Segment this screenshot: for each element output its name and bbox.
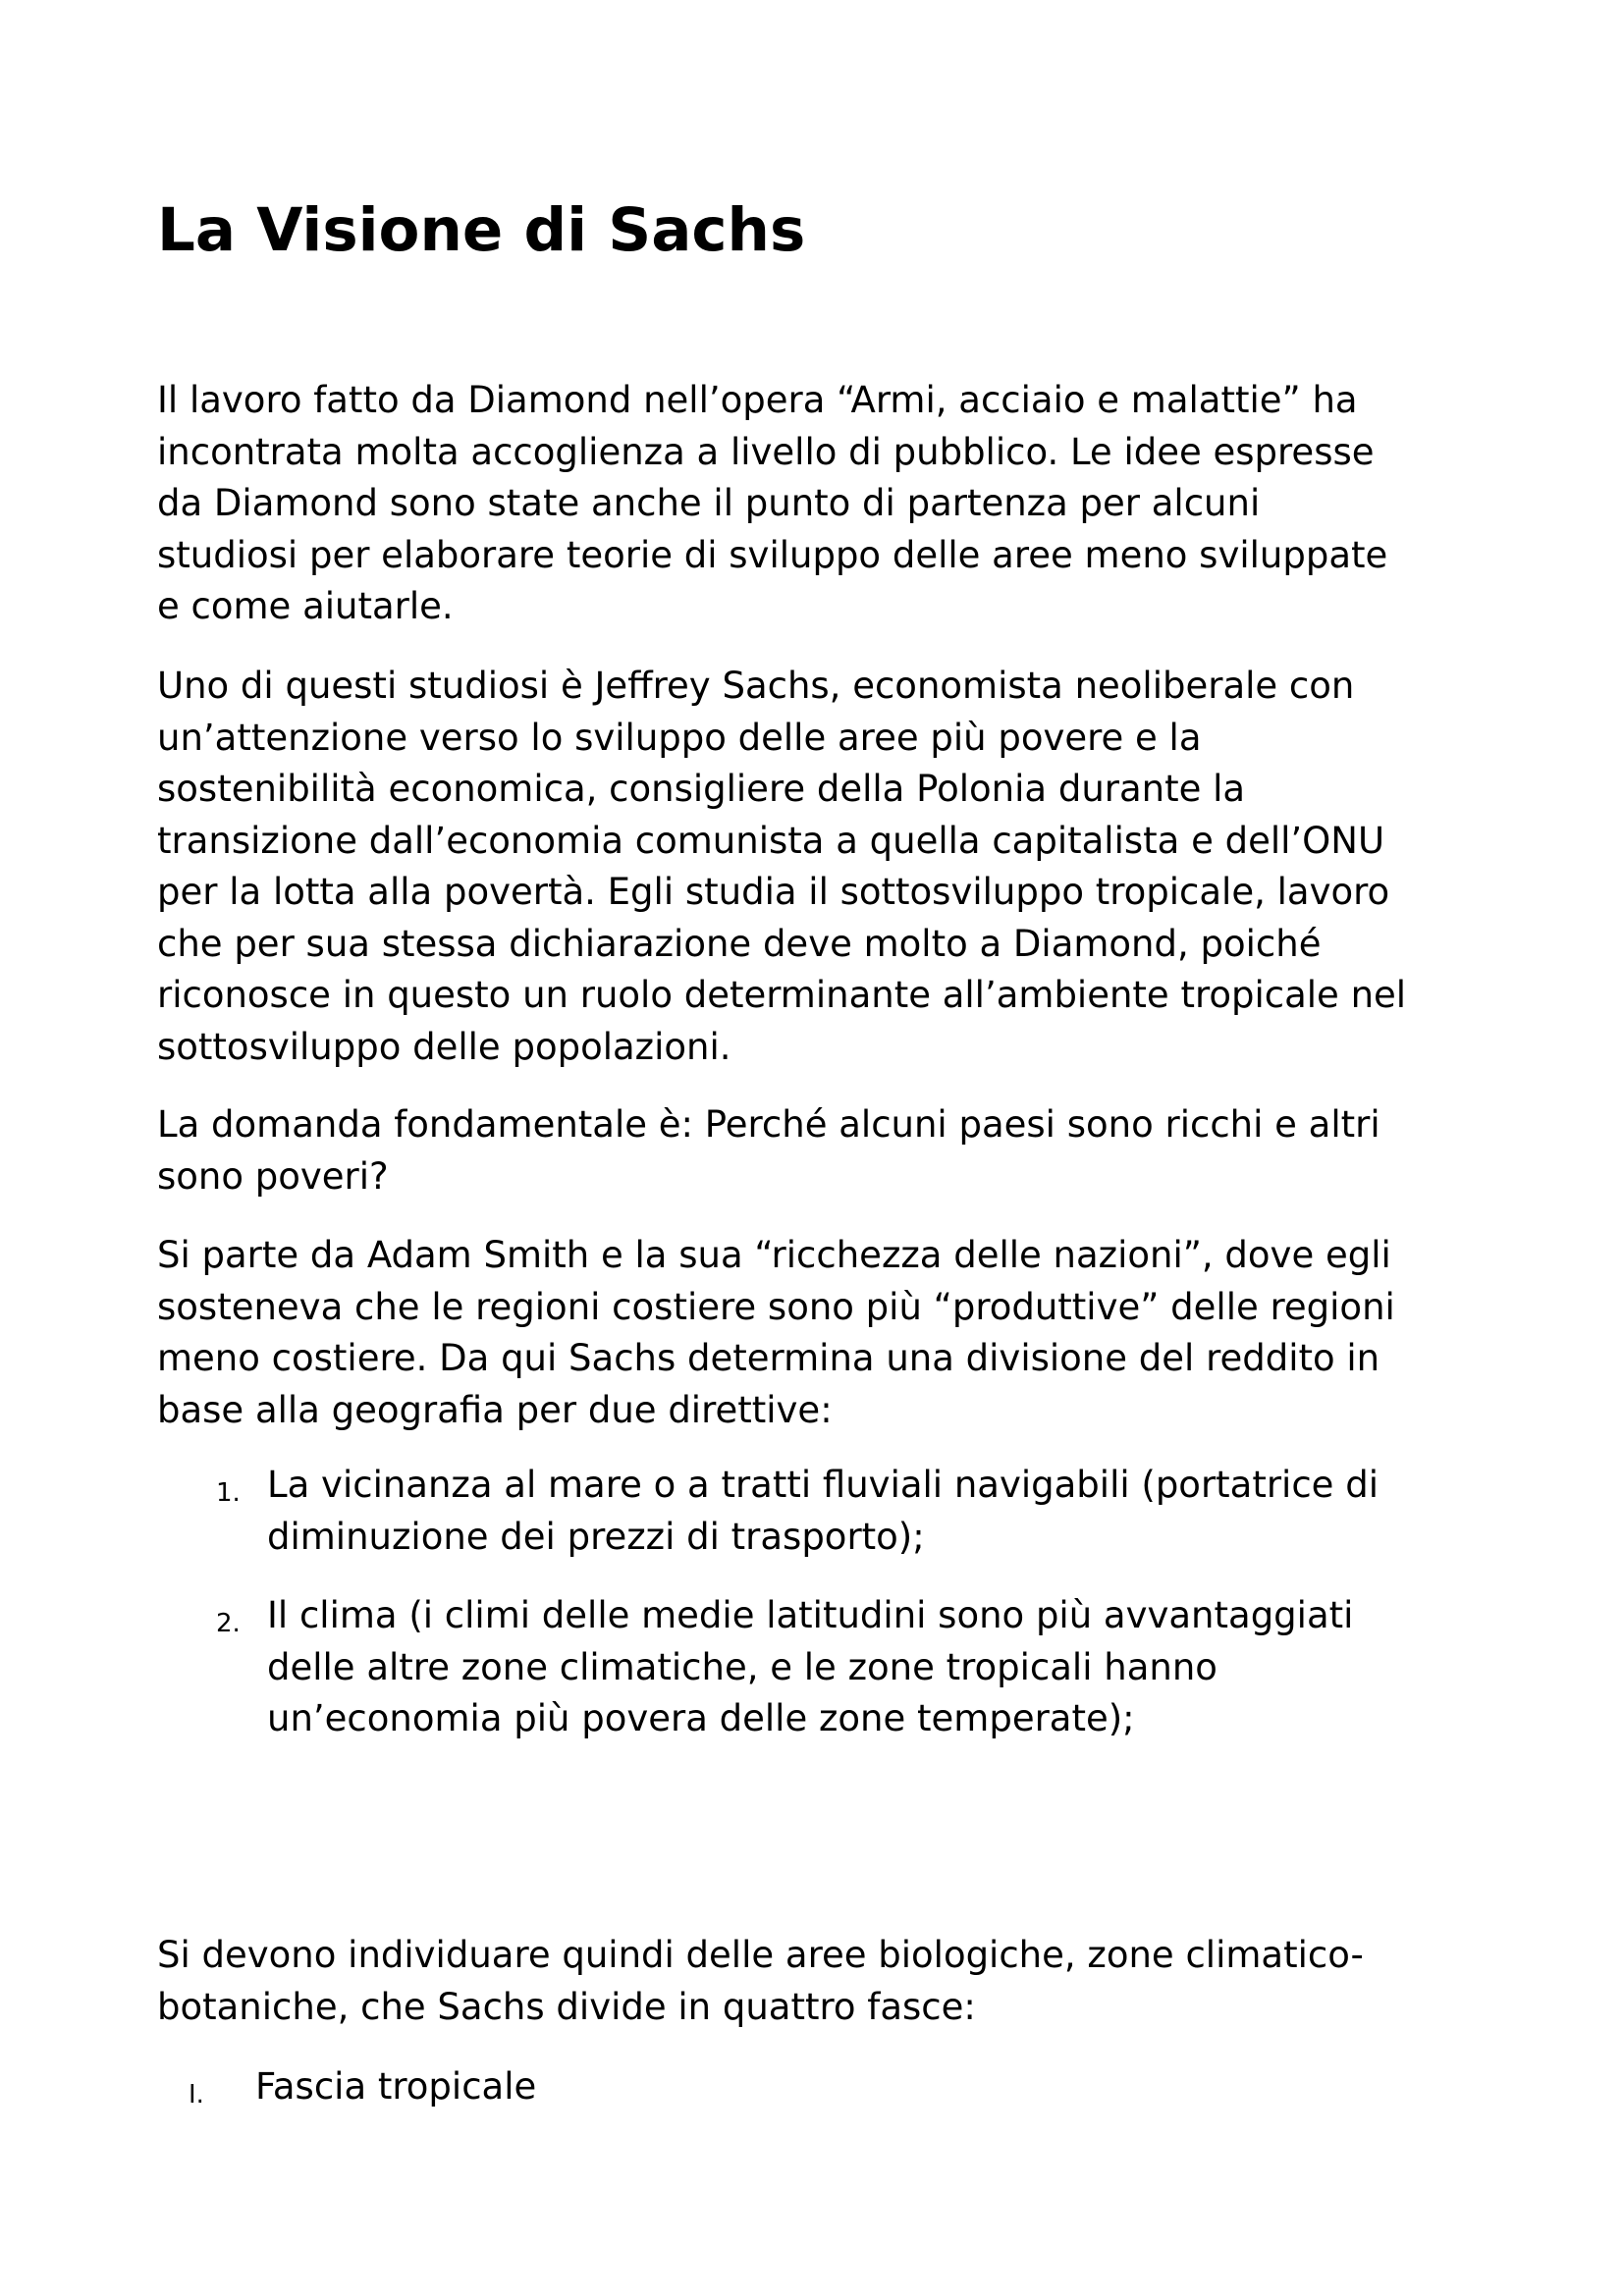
text-line: riconosce in questo un ruolo determinante all’ambiente tropicale nel bbox=[157, 974, 1407, 1016]
text-line: e come aiutarle. bbox=[157, 585, 454, 627]
text-line: incontrata molta accoglienza a livello di pubblico. Le idee espresse bbox=[157, 430, 1375, 473]
paragraph-2 bbox=[157, 661, 1492, 1073]
text-line: La domanda fondamentale è: Perché alcuni paesi sono ricchi e altri bbox=[157, 1103, 1380, 1146]
text-line: sono poveri? bbox=[157, 1154, 389, 1198]
text-line: che per sua stessa dichiarazione deve molto a Diamond, poiché bbox=[157, 922, 1322, 965]
list-number: 2. bbox=[216, 1609, 241, 1638]
paragraph-1 bbox=[157, 375, 1492, 633]
text-line: botaniche, che Sachs divide in quattro fasce: bbox=[157, 1985, 976, 2028]
text-line: diminuzione dei prezzi di trasporto); bbox=[267, 1515, 925, 1558]
text-line: Si parte da Adam Smith e la sua “ricchezza delle nazioni”, dove egli bbox=[157, 1234, 1391, 1276]
closing-paragraph bbox=[157, 1930, 1492, 2033]
text-line: sosteneva che le regioni costiere sono più “produttive” delle regioni bbox=[157, 1285, 1395, 1328]
text-line: Il clima (i climi delle medie latitudini sono più avvantaggiati bbox=[267, 1594, 1354, 1636]
text-line: La vicinanza al mare o a tratti fluviali navigabili (portatrice di bbox=[267, 1464, 1379, 1506]
text-line: sottosviluppo delle popolazioni. bbox=[157, 1025, 731, 1068]
list-number: 1. bbox=[216, 1478, 241, 1508]
text-line: sostenibilità economica, consigliere della Polonia durante la bbox=[157, 768, 1246, 810]
text-line: transizione dall’economia comunista a quella capitalista e dell’ONU bbox=[157, 819, 1385, 862]
list-item-text: Fascia tropicale bbox=[255, 2065, 537, 2108]
paragraph-3 bbox=[157, 1099, 1492, 1202]
list-item-text bbox=[267, 1590, 1353, 1745]
text-line: base alla geografia per due direttive: bbox=[157, 1388, 833, 1431]
text-line: meno costiere. Da qui Sachs determina una divisione del reddito in bbox=[157, 1337, 1380, 1379]
text-line: un’attenzione verso lo sviluppo delle aree più povere e la bbox=[157, 716, 1202, 759]
text-line: studiosi per elaborare teorie di sviluppo delle aree meno sviluppate bbox=[157, 533, 1388, 576]
text-line: un’economia più povera delle zone temperate); bbox=[267, 1697, 1135, 1739]
text-line: Il lavoro fatto da Diamond nell’opera “Armi, acciaio e malattie” ha bbox=[157, 379, 1358, 421]
text-line: delle altre zone climatiche, e le zone tropicali hanno bbox=[267, 1645, 1217, 1688]
text-line: Si devono individuare quindi delle aree biologiche, zone climatico- bbox=[157, 1934, 1364, 1976]
paragraph-4 bbox=[157, 1230, 1492, 1436]
list-item-text bbox=[267, 1460, 1379, 1563]
text-line: da Diamond sono state anche il punto di partenza per alcuni bbox=[157, 482, 1261, 524]
text-line: Uno di questi studiosi è Jeffrey Sachs, economista neoliberale con bbox=[157, 665, 1355, 707]
list-number: I. bbox=[189, 2080, 204, 2109]
text-line: per la lotta alla povertà. Egli studia il sottosviluppo tropicale, lavoro bbox=[157, 871, 1390, 913]
document-title: La Visione di Sachs bbox=[157, 195, 806, 265]
